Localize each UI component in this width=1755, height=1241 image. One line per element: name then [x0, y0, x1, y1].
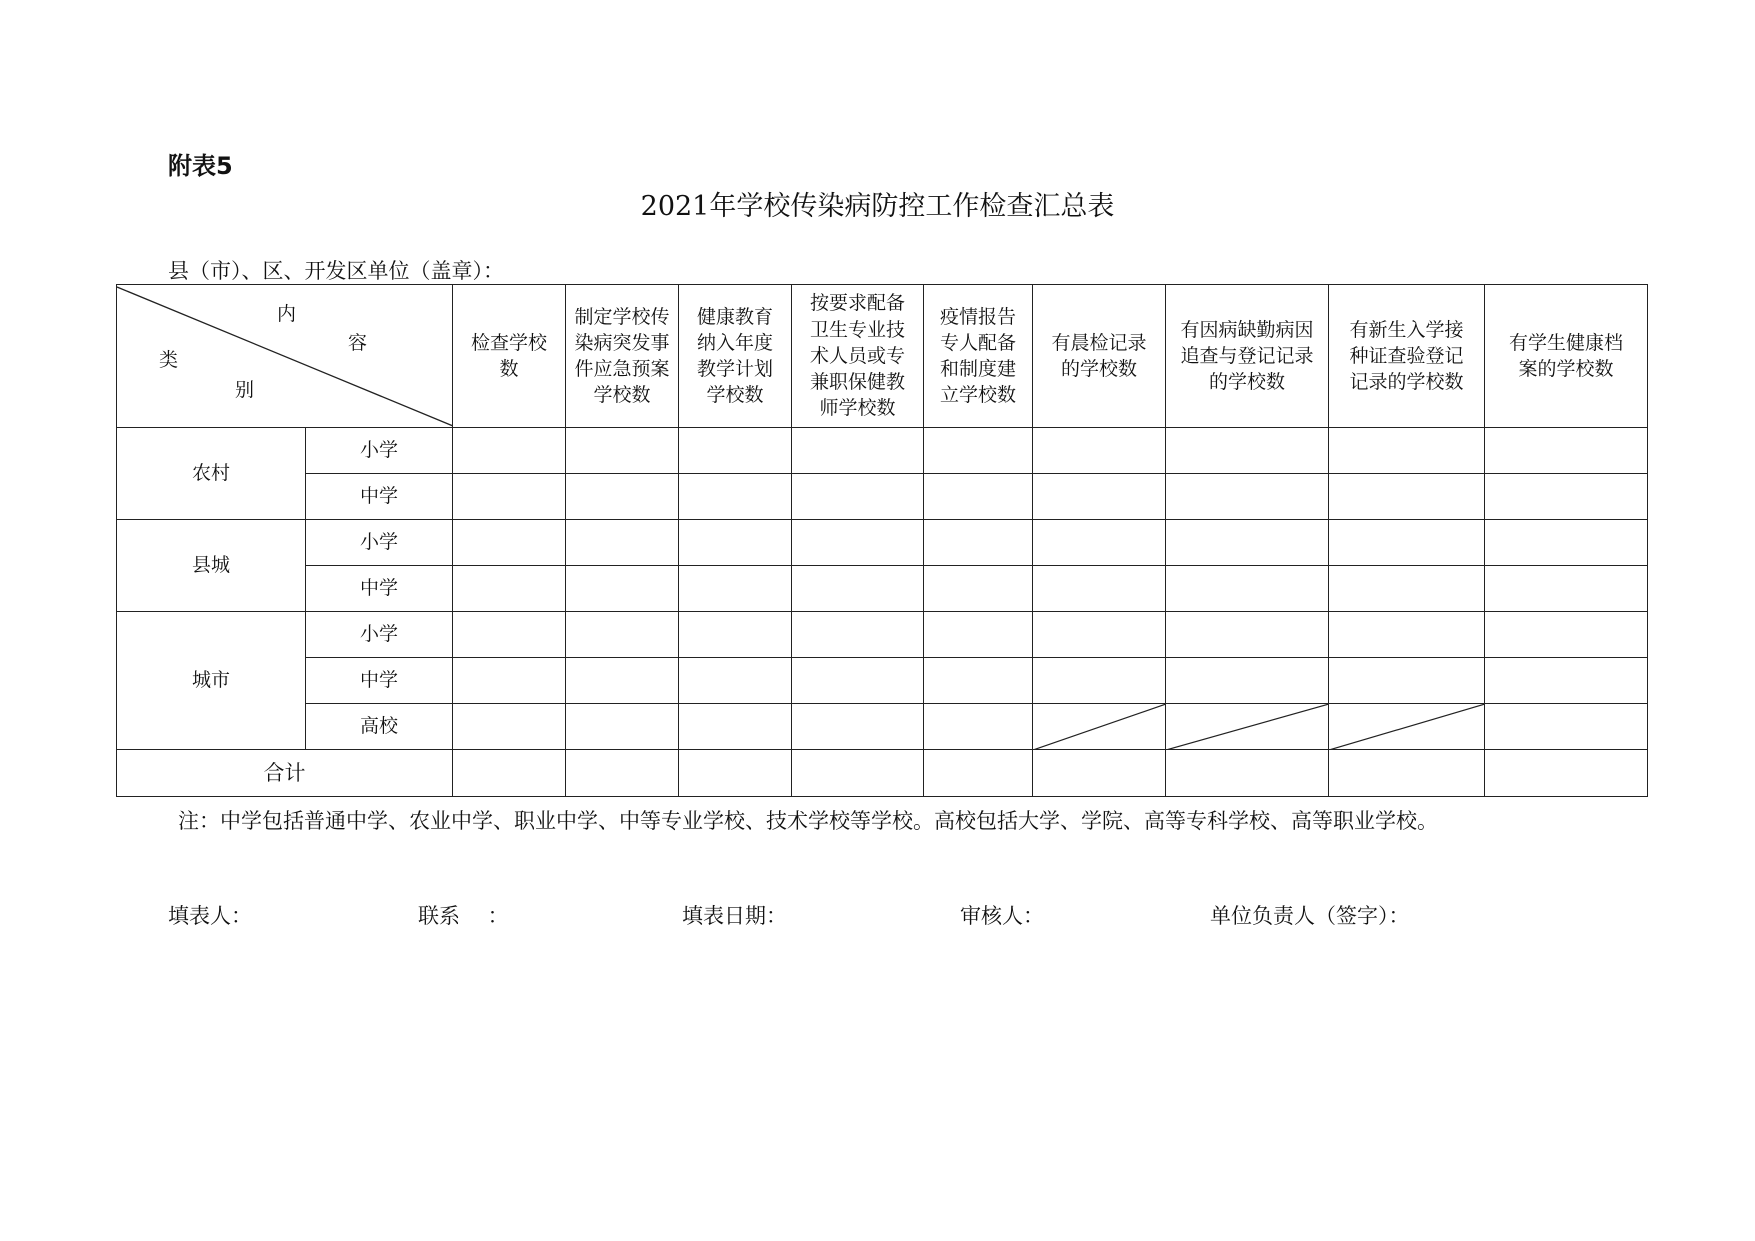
entry-cell[interactable] [924, 612, 1033, 658]
entry-cell[interactable] [792, 612, 924, 658]
table-row [117, 474, 1648, 520]
column-header: 有学生健康档案的学校数 [1485, 285, 1648, 428]
entry-cell[interactable] [1033, 428, 1166, 474]
category-cell: 县城 [117, 520, 306, 612]
entry-cell[interactable] [566, 474, 679, 520]
column-header: 按要求配备卫生专业技术人员或专兼职保健教师学校数 [792, 285, 924, 428]
entry-cell[interactable] [1033, 474, 1166, 520]
entry-cell[interactable] [1329, 612, 1485, 658]
cell-slash-line [1329, 704, 1485, 750]
entry-cell[interactable] [792, 520, 924, 566]
entry-cell[interactable] [924, 474, 1033, 520]
entry-cell[interactable] [1166, 612, 1329, 658]
column-header: 有因病缺勤病因追查与登记记录的学校数 [1166, 285, 1329, 428]
entry-cell[interactable] [679, 750, 792, 797]
entry-cell[interactable] [566, 566, 679, 612]
entry-cell[interactable] [453, 750, 566, 797]
subcategory-cell: 小学 [306, 520, 453, 566]
entry-cell[interactable] [1485, 658, 1648, 704]
entry-cell[interactable] [679, 612, 792, 658]
entry-cell[interactable] [1166, 520, 1329, 566]
entry-cell[interactable] [924, 520, 1033, 566]
column-header: 有新生入学接种证查验登记记录的学校数 [1329, 285, 1485, 428]
entry-cell[interactable] [1033, 520, 1166, 566]
column-header: 有晨检记录的学校数 [1033, 285, 1166, 428]
entry-cell[interactable] [1485, 474, 1648, 520]
entry-cell[interactable] [1485, 566, 1648, 612]
entry-cell[interactable] [679, 428, 792, 474]
contact-field-label: 联系 ： [418, 904, 509, 928]
subcategory-cell: 中学 [306, 474, 453, 520]
column-header: 制定学校传染病突发事件应急预案学校数 [566, 285, 679, 428]
unit-stamp-line: 县（市）、区、开发区单位（盖章）： [168, 259, 504, 283]
corner-label-category-1: 类 [159, 349, 179, 371]
entry-cell[interactable] [566, 704, 679, 750]
entry-cell[interactable] [679, 566, 792, 612]
entry-cell[interactable] [1033, 658, 1166, 704]
entry-cell[interactable] [792, 566, 924, 612]
table-row [117, 704, 1648, 750]
entry-cell[interactable] [924, 750, 1033, 797]
category-cell: 农村 [117, 428, 306, 520]
form-title: 2021年学校传染病防控工作检查汇总表 [640, 191, 1115, 222]
column-header: 健康教育纳入年度教学计划学校数 [679, 285, 792, 428]
entry-cell[interactable] [679, 474, 792, 520]
subcategory-cell: 中学 [306, 566, 453, 612]
table-note: 注：中学包括普通中学、农业中学、职业中学、中等专业学校、技术学校等学校。高校包括大学、学院、高等专科学校、高等职业学校。 [178, 809, 1438, 833]
entry-cell[interactable] [1329, 474, 1485, 520]
table-row [117, 566, 1648, 612]
entry-cell[interactable] [924, 658, 1033, 704]
entry-cell[interactable] [1485, 612, 1648, 658]
entry-cell[interactable] [453, 474, 566, 520]
entry-cell[interactable] [924, 704, 1033, 750]
table-row [117, 658, 1648, 704]
cell-slash-line [1166, 704, 1329, 750]
entry-cell[interactable] [679, 520, 792, 566]
entry-cell[interactable] [453, 658, 566, 704]
subcategory-cell: 中学 [306, 658, 453, 704]
entry-cell[interactable] [679, 658, 792, 704]
reviewer-field-label: 审核人： [960, 904, 1044, 928]
entry-cell[interactable] [1166, 566, 1329, 612]
entry-cell[interactable] [679, 704, 792, 750]
not-applicable-cell [1166, 704, 1329, 750]
entry-cell[interactable] [1329, 566, 1485, 612]
entry-cell[interactable] [1033, 750, 1166, 797]
entry-cell[interactable] [1329, 520, 1485, 566]
entry-cell[interactable] [453, 704, 566, 750]
table-row [117, 612, 1648, 658]
table-row [117, 520, 1648, 566]
corner-label-content-2: 容 [348, 332, 368, 354]
entry-cell[interactable] [1166, 658, 1329, 704]
subcategory-cell: 小学 [306, 428, 453, 474]
entry-cell[interactable] [792, 474, 924, 520]
total-label-cell: 合计 [117, 750, 453, 797]
total-row [117, 750, 1648, 797]
entry-cell[interactable] [453, 566, 566, 612]
entry-cell[interactable] [566, 658, 679, 704]
header-row [117, 285, 1648, 428]
entry-cell[interactable] [1485, 428, 1648, 474]
not-applicable-cell [1033, 704, 1166, 750]
entry-cell[interactable] [1033, 612, 1166, 658]
filler-field-label: 填表人： [168, 904, 252, 928]
entry-cell[interactable] [1033, 566, 1166, 612]
entry-cell[interactable] [1485, 704, 1648, 750]
unit-head-signature-label: 单位负责人（签字）： [1210, 904, 1410, 928]
entry-cell[interactable] [566, 428, 679, 474]
entry-cell[interactable] [1485, 750, 1648, 797]
category-cell: 城市 [117, 612, 306, 750]
entry-cell[interactable] [566, 612, 679, 658]
entry-cell[interactable] [453, 428, 566, 474]
subcategory-cell: 小学 [306, 612, 453, 658]
entry-cell[interactable] [453, 520, 566, 566]
column-header: 疫情报告专人配备和制度建立学校数 [924, 285, 1033, 428]
entry-cell[interactable] [566, 750, 679, 797]
appendix-label: 附表5 [168, 152, 233, 180]
entry-cell[interactable] [792, 658, 924, 704]
entry-cell[interactable] [1485, 520, 1648, 566]
date-field-label: 填表日期： [682, 904, 787, 928]
entry-cell[interactable] [1166, 474, 1329, 520]
entry-cell[interactable] [792, 428, 924, 474]
entry-cell[interactable] [1329, 750, 1485, 797]
column-header: 检查学校数 [453, 285, 566, 428]
cell-slash-line [1033, 704, 1166, 750]
entry-cell[interactable] [1329, 428, 1485, 474]
not-applicable-cell [1329, 704, 1485, 750]
entry-cell[interactable] [453, 612, 566, 658]
corner-header-cell [117, 285, 453, 428]
entry-cell[interactable] [792, 750, 924, 797]
table-row [117, 428, 1648, 474]
entry-cell[interactable] [792, 704, 924, 750]
entry-cell[interactable] [1166, 428, 1329, 474]
entry-cell[interactable] [566, 520, 679, 566]
corner-label-category-2: 别 [235, 379, 255, 401]
corner-label-content-1: 内 [277, 303, 297, 325]
entry-cell[interactable] [924, 428, 1033, 474]
subcategory-cell: 高校 [306, 704, 453, 750]
entry-cell[interactable] [924, 566, 1033, 612]
summary-table [116, 284, 1648, 797]
entry-cell[interactable] [1166, 750, 1329, 797]
entry-cell[interactable] [1329, 658, 1485, 704]
